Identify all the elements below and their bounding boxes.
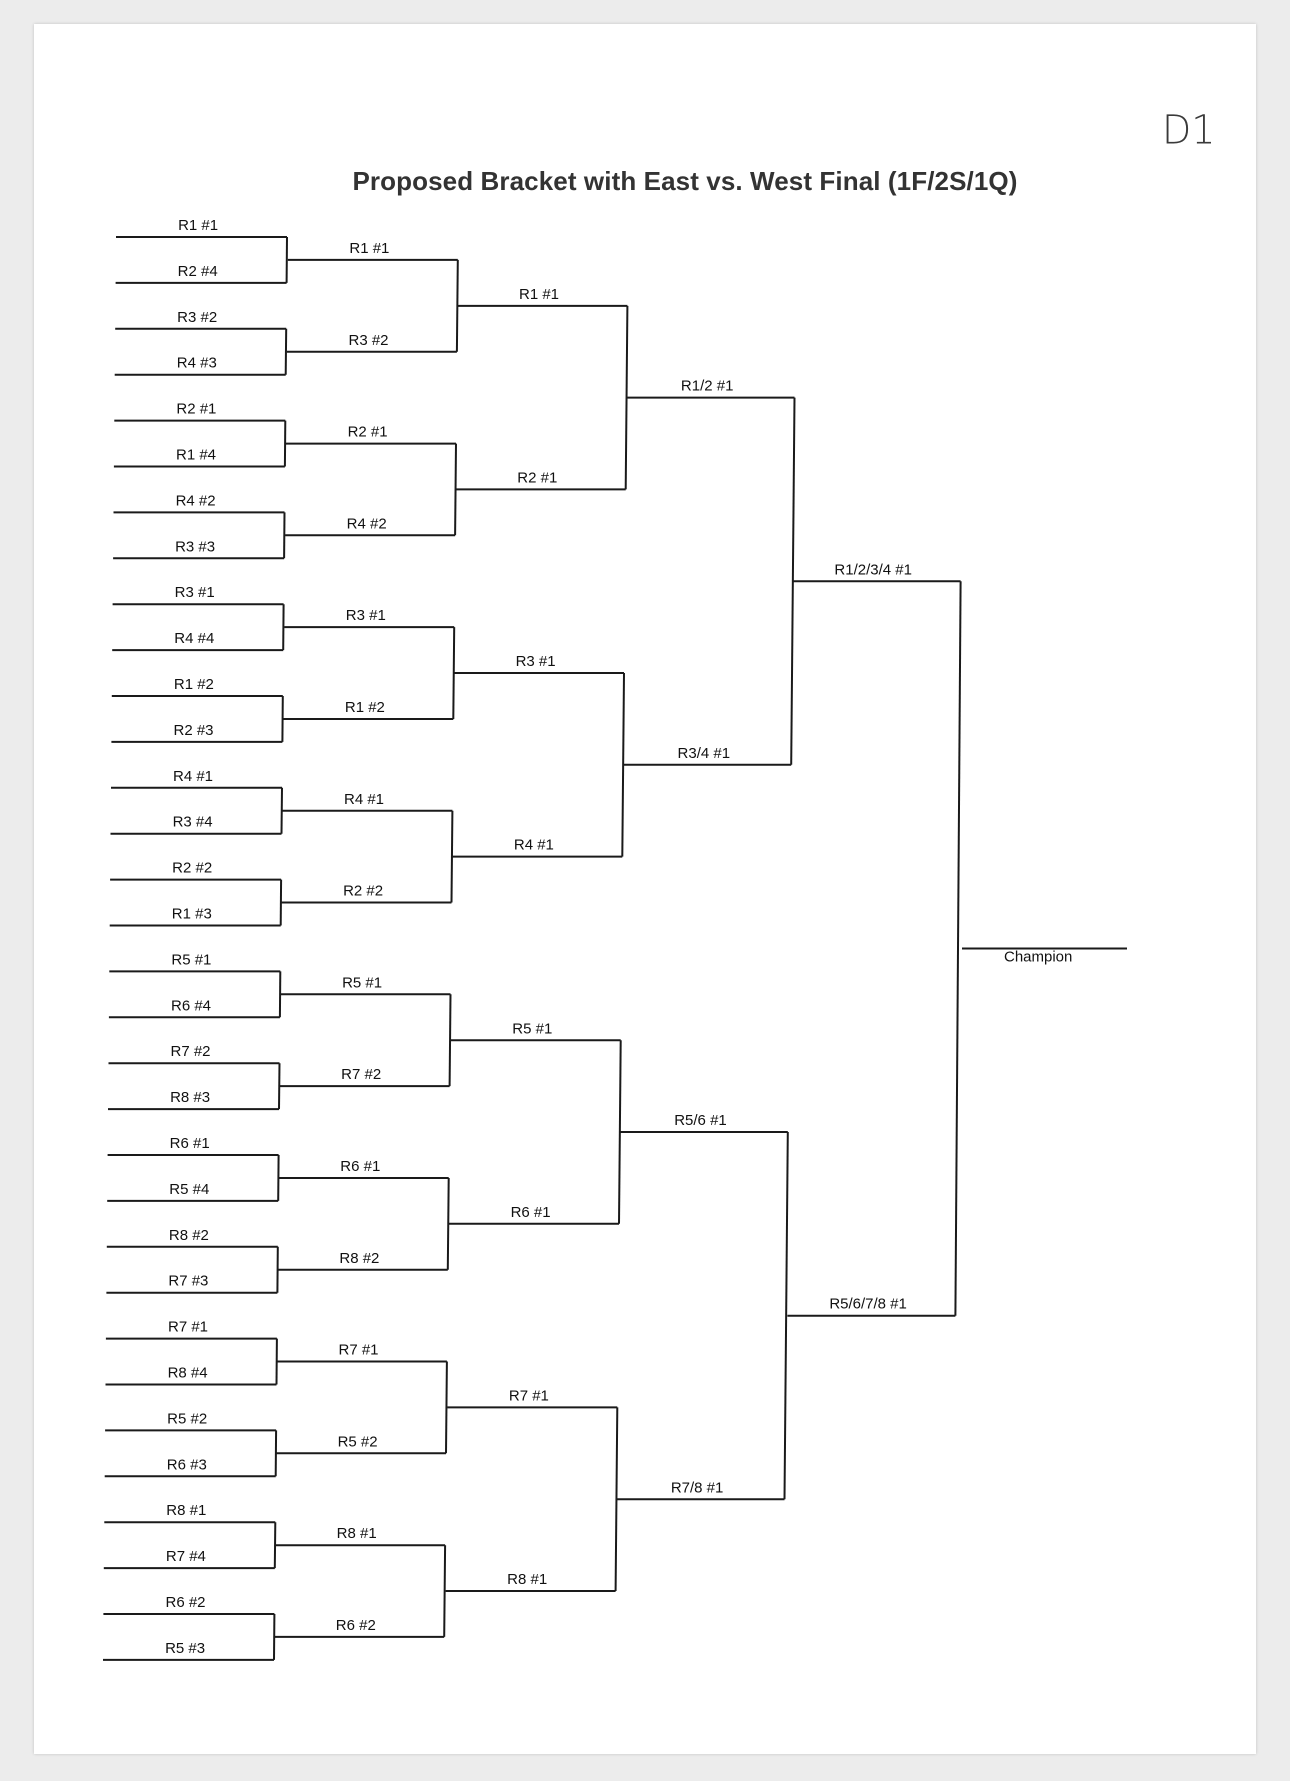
bracket-slot-label: R6 #1 bbox=[340, 1158, 381, 1175]
bracket-slot-label: R3 #2 bbox=[177, 308, 218, 326]
bracket-slot-label: R4 #4 bbox=[174, 630, 215, 648]
bracket-connector-line bbox=[446, 1362, 447, 1454]
bracket-slot-label: R8 #4 bbox=[167, 1364, 208, 1382]
bracket-slot-label: R8 #2 bbox=[168, 1226, 209, 1244]
bracket-slot-label: R3 #1 bbox=[174, 584, 215, 602]
bracket-slot-label: R4 #1 bbox=[513, 836, 554, 854]
bracket-slot-label: R6 #1 bbox=[169, 1135, 210, 1152]
bracket-slot-label: R1 #2 bbox=[344, 699, 385, 716]
page-title: Proposed Bracket with East vs. West Final (1F/2S/1Q) bbox=[352, 166, 1018, 196]
bracket-slot-label: R5 #2 bbox=[167, 1410, 208, 1428]
bracket-slot-label: R3 #1 bbox=[345, 607, 386, 625]
bracket-slot-label: R7 #2 bbox=[170, 1043, 211, 1061]
bracket-slot-label: R6 #1 bbox=[510, 1203, 551, 1221]
bracket-connector-line bbox=[955, 581, 960, 1315]
bracket-slot-label: R8 #3 bbox=[170, 1089, 211, 1107]
bracket-slot-label: R7 #1 bbox=[338, 1341, 379, 1359]
bracket-slot-label: R5 #1 bbox=[171, 951, 212, 969]
bracket-slot-label: R8 #1 bbox=[507, 1571, 548, 1588]
bracket-slot-label: R5 #4 bbox=[169, 1180, 210, 1198]
bracket-slot-label: R7 #1 bbox=[167, 1318, 209, 1336]
bracket-connector-line bbox=[286, 329, 287, 375]
bracket-slot-label: R7 #2 bbox=[341, 1066, 382, 1084]
bracket-connector-line bbox=[452, 811, 453, 903]
bracket-connector-line bbox=[450, 994, 451, 1086]
bracket-slot-label: R6 #2 bbox=[335, 1616, 376, 1634]
bracket-slot-label: R6 #3 bbox=[166, 1456, 207, 1474]
bracket-slot-label: R5/6 #1 bbox=[674, 1112, 727, 1129]
bracket-slot-label: R7 #3 bbox=[168, 1272, 209, 1290]
bracket-slot-label: R3 #2 bbox=[348, 331, 389, 349]
bracket-connector-line bbox=[448, 1178, 449, 1270]
bracket-slot-label: R1 #4 bbox=[175, 446, 217, 464]
bracket-slot-label: R3 #1 bbox=[515, 653, 556, 670]
handwritten-annotation: D1 bbox=[1162, 106, 1216, 154]
bracket-slot-label: R1 #1 bbox=[518, 285, 560, 303]
bracket-slot-label: R8 #1 bbox=[336, 1525, 377, 1543]
bracket-slot-label: R2 #2 bbox=[343, 882, 384, 900]
bracket-slot-label: R8 #1 bbox=[166, 1502, 207, 1520]
bracket-slot-label: R4 #2 bbox=[175, 492, 216, 510]
bracket-slot-label: R7/8 #1 bbox=[670, 1479, 724, 1497]
bracket-slot-label: R4 #1 bbox=[172, 767, 214, 785]
bracket-slot-label: R7 #1 bbox=[508, 1387, 549, 1405]
bracket-slot-label: R4 #3 bbox=[176, 354, 217, 372]
bracket-slot-label: R3 #4 bbox=[172, 813, 213, 831]
bracket-slot-label: R5 #1 bbox=[342, 974, 383, 992]
bracket-slot-label: R2 #3 bbox=[173, 721, 214, 739]
bracket-slot-label: R5 #3 bbox=[165, 1639, 206, 1657]
bracket-slot-label: R1 #1 bbox=[178, 217, 219, 234]
bracket-slot-label: R1/2/3/4 #1 bbox=[834, 561, 912, 579]
bracket-slot-label: R5 #2 bbox=[337, 1433, 378, 1451]
bracket-slot-label: R1 #2 bbox=[173, 676, 214, 693]
bracket-slot-label: R2 #2 bbox=[172, 859, 213, 877]
bracket-connector-line bbox=[279, 1063, 280, 1109]
bracket-connector-line bbox=[785, 1132, 788, 1499]
bracket-slot-label: R4 #2 bbox=[346, 515, 387, 533]
bracket-slot-label: R1/2 #1 bbox=[680, 377, 734, 395]
bracket-slot-label: R6 #2 bbox=[165, 1594, 206, 1611]
bracket-slot-label: R5/6/7/8 #1 bbox=[829, 1295, 907, 1313]
bracket-slot-label: R3/4 #1 bbox=[677, 744, 731, 762]
bracket-slot-label: R6 #4 bbox=[170, 997, 212, 1015]
champion-label: Champion bbox=[1004, 948, 1073, 966]
bracket-slot-label: R1 #3 bbox=[171, 905, 212, 923]
bracket-slot-label: R7 #4 bbox=[165, 1548, 206, 1566]
bracket-slot-label: R2 #4 bbox=[177, 262, 218, 280]
bracket-slot-label: R4 #1 bbox=[343, 790, 385, 808]
bracket-slot-label: R2 #1 bbox=[517, 469, 558, 487]
bracket-slot-label: R3 #3 bbox=[175, 538, 216, 556]
bracket-slot-label: R8 #2 bbox=[339, 1249, 380, 1267]
bracket-slot-label: R2 #1 bbox=[176, 400, 217, 418]
bracket-slot-label: R1 #1 bbox=[349, 239, 390, 257]
bracket-slot-label: R2 #1 bbox=[347, 423, 388, 441]
bracket-slot-label: R5 #1 bbox=[512, 1020, 553, 1038]
bracket-connector-line bbox=[282, 788, 283, 834]
bracket-connector-line bbox=[444, 1545, 445, 1637]
